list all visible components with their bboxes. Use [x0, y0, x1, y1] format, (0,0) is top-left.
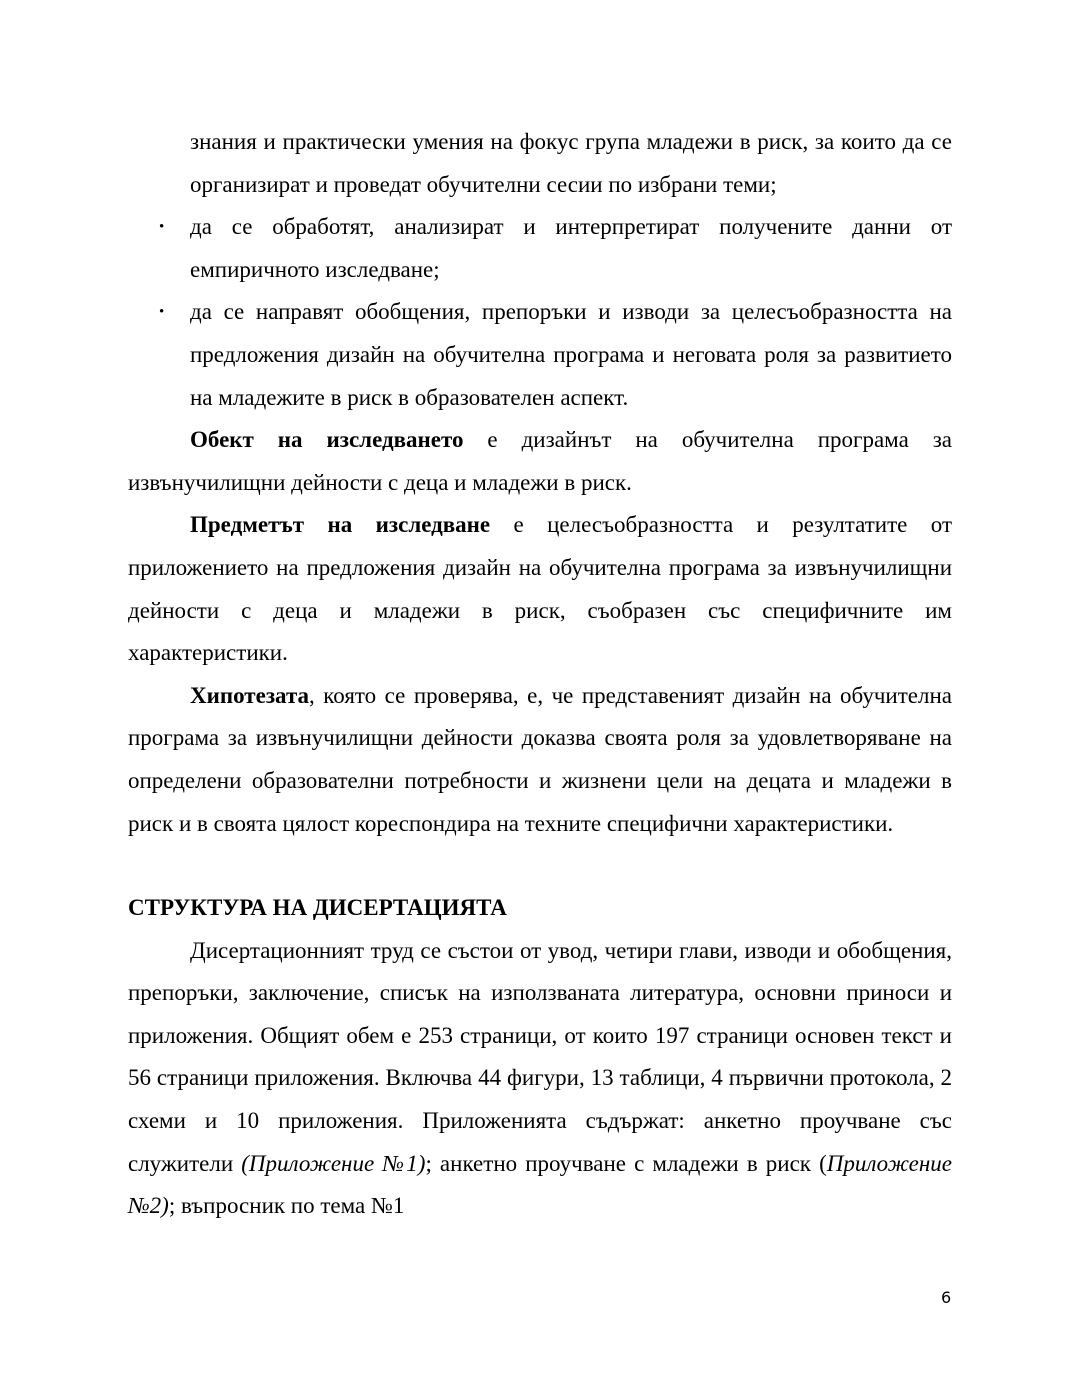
- object-paragraph: [128, 419, 952, 504]
- subject-text: е целесъобразността и резултатите от приложението на предложения дизайн на обучителна програма за извънучилищни дейности с деца и младежи в риск, съобразен със специфичните им характеристики.: [128, 512, 952, 666]
- list-item-text: да се направят обобщения, препоръки и изводи за целесъобразността на предложения дизайн на обучителна програма и неговата роля за развитието на младежите в риск в образователен аспект.: [190, 299, 952, 410]
- subject-paragraph: [128, 504, 952, 674]
- bullet-icon: •: [159, 219, 165, 236]
- bullet-icon: •: [159, 304, 165, 321]
- appendix-ref-1: (Приложение №1): [241, 1150, 426, 1176]
- objectives-list: [128, 206, 952, 419]
- hypothesis-paragraph: [128, 675, 952, 845]
- page-body: [128, 121, 952, 1228]
- list-item-text: да се обработят, анализират и интерпретират получените данни от емпиричното изследване;: [190, 214, 952, 282]
- object-term: Обект на изследването: [190, 427, 464, 453]
- subject-term: Предметът на изследване: [190, 512, 491, 538]
- appendix-ref-2: Приложение №2): [128, 1150, 952, 1219]
- list-item: [128, 206, 952, 291]
- structure-text-3: ; въпросник по тема №1: [168, 1193, 405, 1219]
- page-number: 6: [941, 1288, 952, 1307]
- continuation-text: знания и практически умения на фокус група младежи в риск, за които да се организират и проведат обучителни сесии по избрани теми;: [190, 129, 952, 197]
- object-text: е дизайнът на обучителна програма за извънучилищни дейности с деца и младежи в риск.: [128, 427, 953, 495]
- structure-paragraph: [128, 930, 952, 1228]
- hypothesis-term: Хипотезата: [190, 682, 310, 708]
- section-title: СТРУКТУРА НА ДИСЕРТАЦИЯТА: [128, 895, 507, 921]
- list-item: [128, 291, 952, 419]
- structure-text-1: Дисертационният труд се състои от увод, четири глави, изводи и обобщения, препоръки, заключение, списък на използваната литература, основни приноси и приложения. Общият обем е 253 страници, от които 197 страници основен текст и 56 страници приложения. Включва 44 фигури, 13 таблици, 4 първични протокола, 2 схеми и 10 приложения. Приложенията съдържат: анкетно проучване със служители: [128, 937, 952, 1176]
- hypothesis-text: , която се проверява, е, че представеният дизайн на обучителна програма за извънучилищни дейности доказва своята роля за удовлетворяване на определени образователни потребности и жизнени цели на децата и младежи в риск и в своята цялост кореспондира на техните специфични характеристики.: [128, 682, 952, 836]
- structure-text-2: ; анкетно проучване с младежи в риск (: [425, 1150, 827, 1176]
